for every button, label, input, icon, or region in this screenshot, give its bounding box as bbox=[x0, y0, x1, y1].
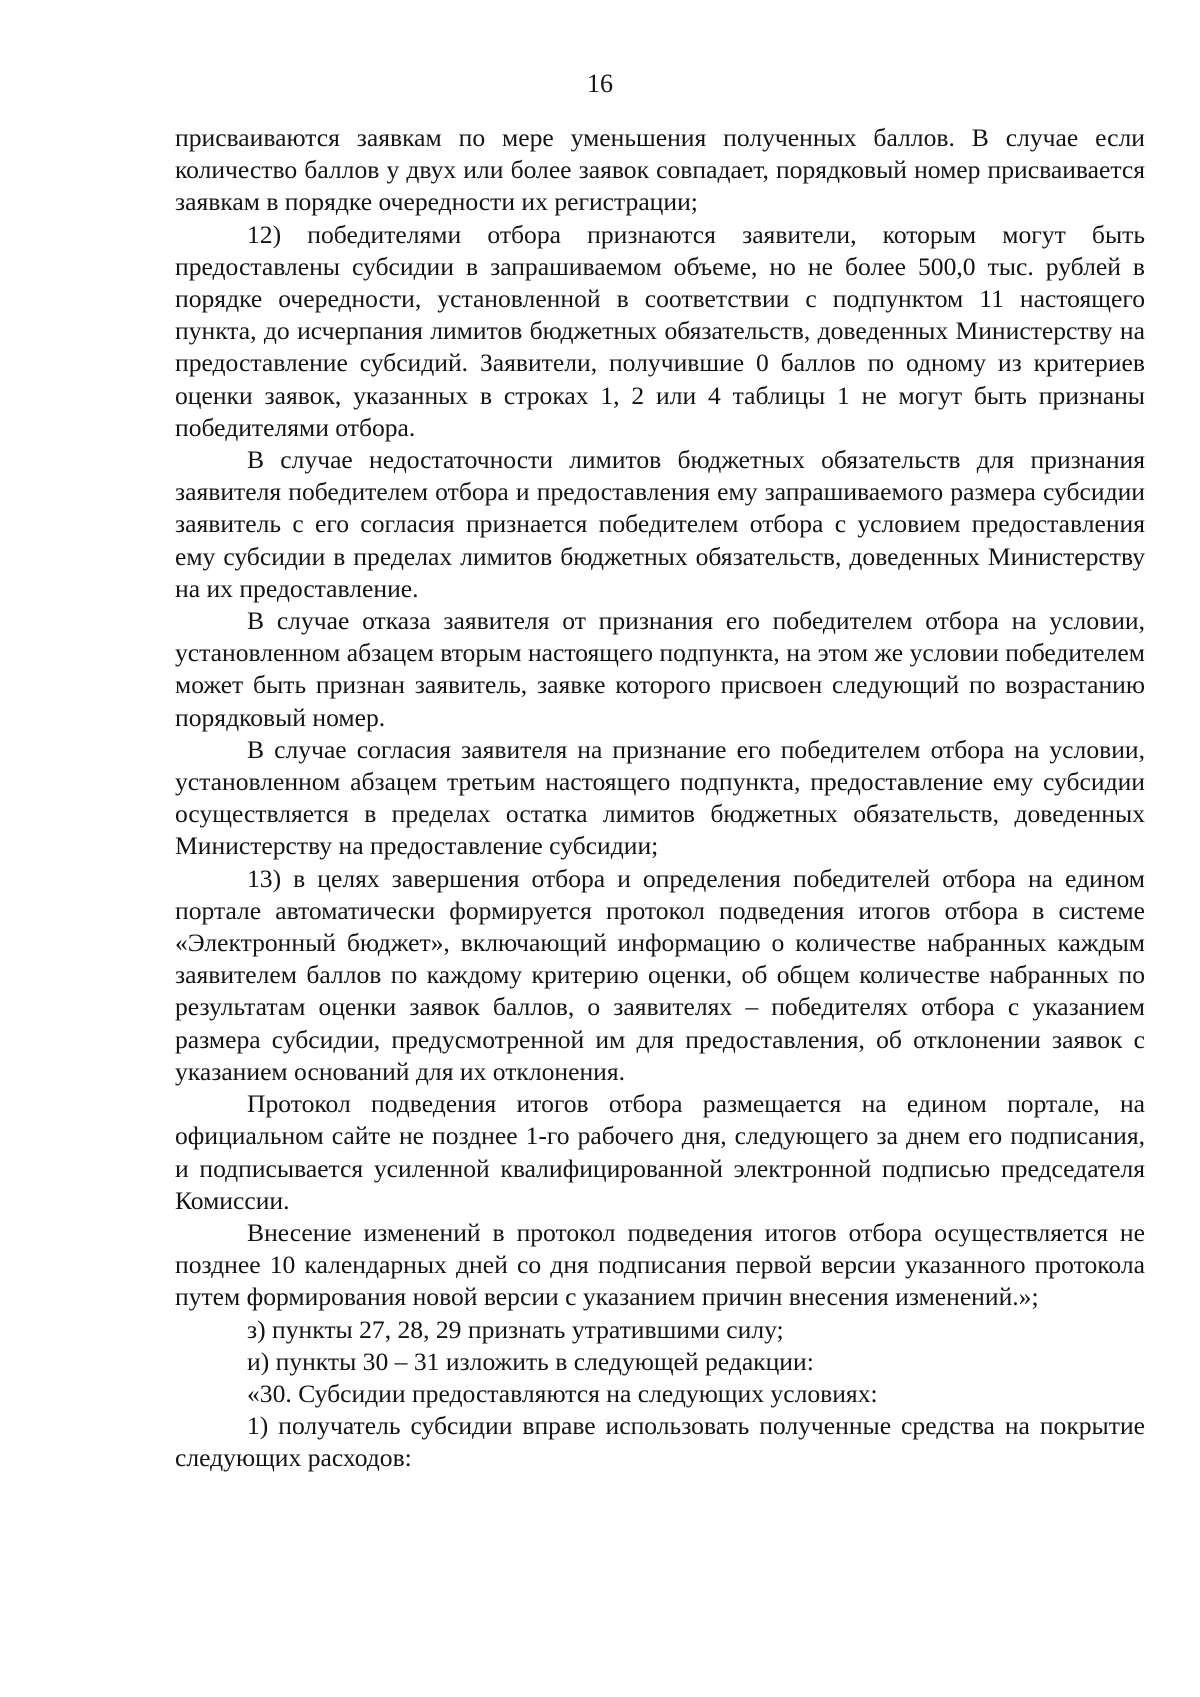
page-number: 16 bbox=[587, 69, 613, 98]
paragraph: 13) в целях завершения отбора и определения победителей отбора на едином портале автоматически формируется протокол подведения итогов отбора в системе «Электронный бюджет», включающий информацию о количестве набранных каждым заявителем баллов по каждому критерию оценки, об общем количестве набранных по результатам оценки заявок баллов, о заявителях – победителях отбора с указанием размера субсидии, предусмотренной им для предоставления, об отклонении заявок с указанием оснований для их отклонения. bbox=[175, 863, 1145, 1086]
document-body bbox=[175, 122, 1145, 1475]
paragraph: 12) победителями отбора признаются заявители, которым могут быть предоставлены субсидии в запрашиваемом объеме, но не более 500,0 тыс. рублей в порядке очередности, установленной в соответствии с подпунктом 11 настоящего пункта, до исчерпания лимитов бюджетных обязательств, доведенных Министерству на предоставление субсидий. Заявители, получившие 0 баллов по одному из критериев оценки заявок, указанных в строках 1, 2 или 4 таблицы 1 не могут быть признаны победителями отбора. bbox=[175, 219, 1145, 442]
paragraph: В случае отказа заявителя от признания его победителем отбора на условии, установленном абзацем вторым настоящего подпункта, на этом же условии победителем может быть признан заявитель, заявке которого присвоен следующий по возрастанию порядковый номер. bbox=[175, 606, 1145, 732]
paragraph: В случае недостаточности лимитов бюджетных обязательств для признания заявителя победителем отбора и предоставления ему запрашиваемого размера субсидии заявитель с его согласия признается победителем отбора с условием предоставления ему субсидии в пределах лимитов бюджетных обязательств, доведенных Министерству на их предоставление. bbox=[175, 445, 1145, 603]
paragraph: з) пункты 27, 28, 29 признать утратившими силу; bbox=[247, 1314, 784, 1344]
paragraph: Внесение изменений в протокол подведения итогов отбора осуществляется не позднее 10 календарных дней со дня подписания первой версии указанного протокола путем формирования новой версии с указанием причин внесения изменений.»; bbox=[175, 1217, 1145, 1312]
paragraph: присваиваются заявкам по мере уменьшения полученных баллов. В случае если количество баллов у двух или более заявок совпадает, порядковый номер присваивается заявкам в порядке очередности их регистрации; bbox=[175, 123, 1145, 217]
paragraph: 1) получатель субсидии вправе использовать полученные средства на покрытие следующих расходов: bbox=[175, 1411, 1145, 1473]
paragraph: «30. Субсидии предоставляются на следующих условиях: bbox=[247, 1378, 878, 1408]
paragraph: и) пункты 30 – 31 изложить в следующей редакции: bbox=[247, 1346, 814, 1376]
paragraph: Протокол подведения итогов отбора размещается на едином портале, на официальном сайте не позднее 1-го рабочего дня, следующего за днем его подписания, и подписывается усиленной квалифицированной электронной подписью председателя Комиссии. bbox=[175, 1089, 1145, 1215]
paragraph: В случае согласия заявителя на признание его победителем отбора на условии, установленном абзацем третьим настоящего подпункта, предоставление ему субсидии осуществляется в пределах остатка лимитов бюджетных обязательств, доведенных Министерству на предоставление субсидии; bbox=[175, 734, 1145, 861]
